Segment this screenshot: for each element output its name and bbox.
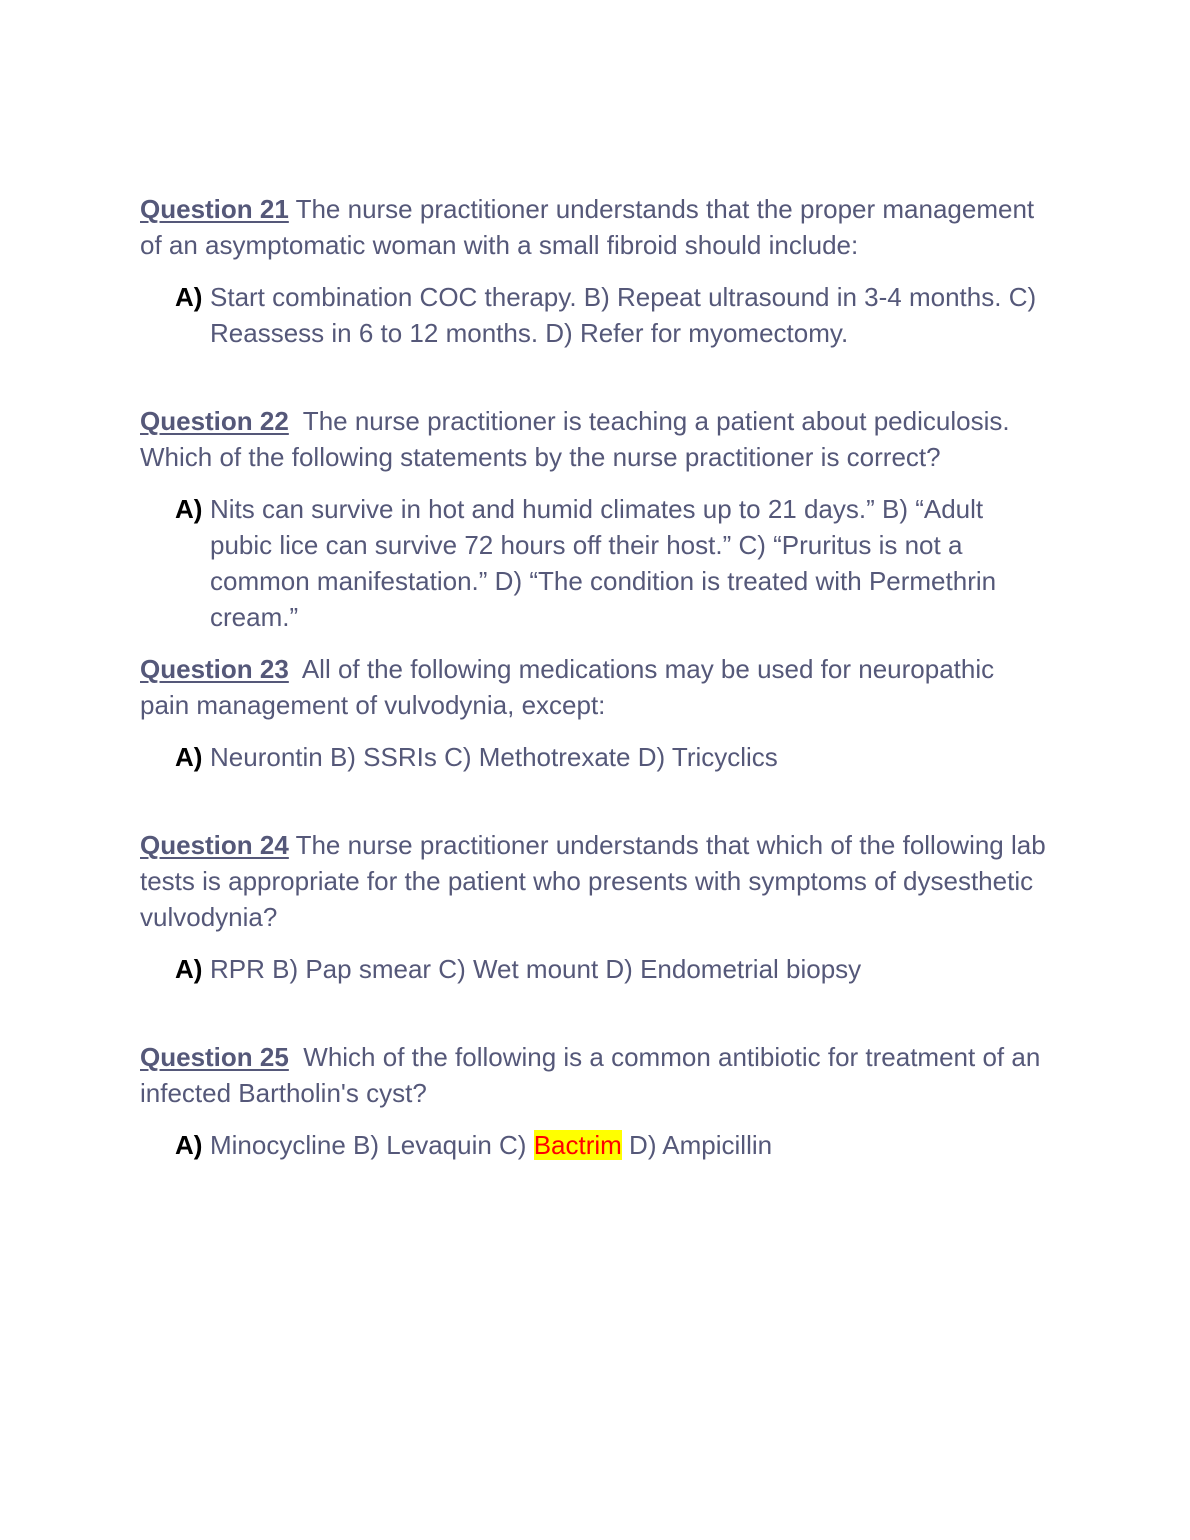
- question-21-label: Question 21: [140, 194, 289, 224]
- spacer: [140, 775, 1050, 827]
- answer-text-before: Minocycline B) Levaquin C): [210, 1130, 534, 1160]
- question-23-answer-text: Neurontin B) SSRIs C) Methotrexate D) Tricyclics: [210, 742, 778, 772]
- question-25-answers: [175, 1127, 1050, 1163]
- question-21-answer-text: Start combination COC therapy. B) Repeat ultrasound in 3-4 months. C) Reassess in 6 to 12 months. D) Refer for myomectomy.: [210, 282, 1037, 348]
- spacer: [140, 351, 1050, 403]
- answer-text-after: D) Ampicillin: [621, 1130, 773, 1160]
- question-22-answer-text: Nits can survive in hot and humid climates up to 21 days.” B) “Adult pubic lice can survive 72 hours off their host.” C) “Pruritus is not a common manifestation.” D) “The condition is treated with Permethrin cream.”: [210, 494, 997, 632]
- question-21-text: The nurse practitioner understands that the proper management of an asymptomatic woman with a small fibroid should include:: [140, 194, 1042, 260]
- answer-marker: A): [175, 742, 203, 772]
- answer-marker: A): [175, 1130, 203, 1160]
- answer-marker: A): [175, 282, 203, 312]
- question-22-text: The nurse practitioner is teaching a patient about pediculosis. Which of the following statements by the nurse practitioner is correct?: [140, 406, 1017, 472]
- highlighted-answer: Bactrim: [533, 1130, 622, 1160]
- question-25-answer-text: [210, 1127, 1050, 1163]
- answer-marker: A): [175, 494, 203, 524]
- question-22-label: Question 22: [140, 406, 289, 436]
- question-22-answers: [175, 491, 1050, 635]
- question-23-text: All of the following medications may be used for neuropathic pain management of vulvodynia, except:: [140, 654, 1002, 720]
- question-25-label: Question 25: [140, 1042, 289, 1072]
- question-21-answers: [175, 279, 1050, 351]
- question-24-label: Question 24: [140, 830, 289, 860]
- question-22: [140, 403, 1050, 475]
- question-24: [140, 827, 1053, 935]
- question-24-answers: [175, 951, 1050, 987]
- document-page: [140, 191, 1053, 1163]
- question-25-text: Which of the following is a common antibiotic for treatment of an infected Bartholin's cyst?: [140, 1042, 1048, 1108]
- answer-marker: A): [175, 954, 203, 984]
- question-23-answers: [175, 739, 1050, 775]
- question-24-text: The nurse practitioner understands that which of the following lab tests is appropriate for the patient who presents with symptoms of dysesthetic vulvodynia?: [140, 830, 1053, 932]
- question-23-label: Question 23: [140, 654, 289, 684]
- question-21: [140, 191, 1050, 263]
- spacer: [140, 635, 1050, 651]
- question-24-answer-text: RPR B) Pap smear C) Wet mount D) Endometrial biopsy: [210, 954, 862, 984]
- spacer: [140, 987, 1050, 1039]
- question-23: [140, 651, 1050, 723]
- question-25: [140, 1039, 1050, 1111]
